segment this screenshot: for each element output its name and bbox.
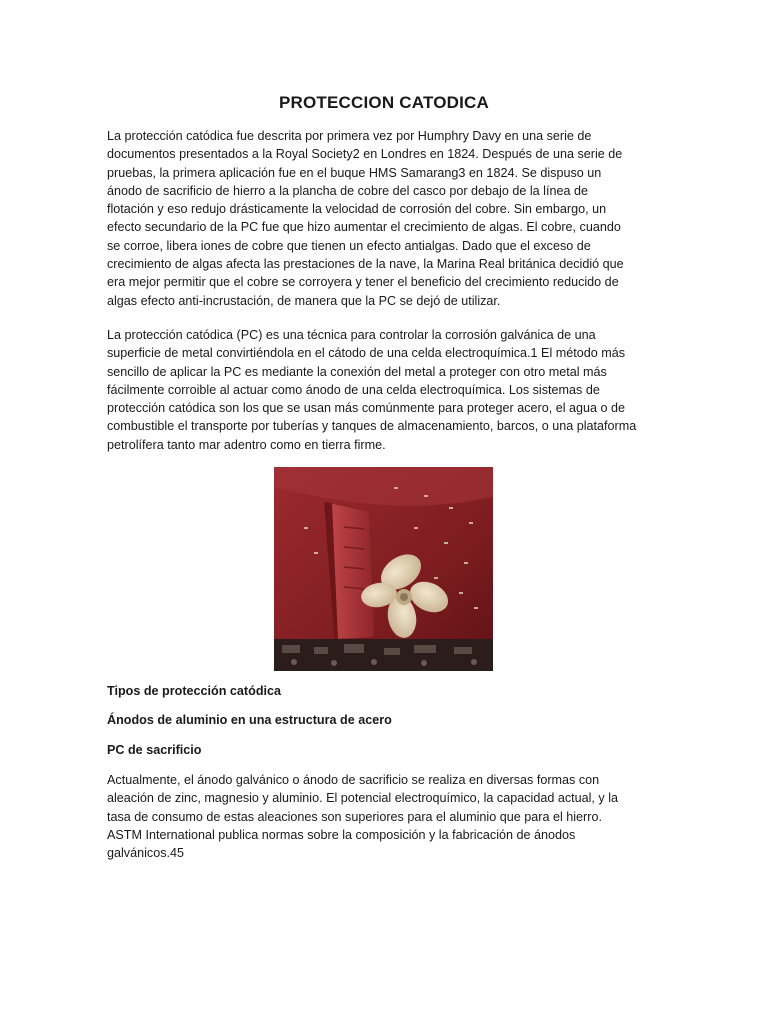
ship-propeller-photo bbox=[274, 467, 493, 671]
page-title: PROTECCION CATODICA bbox=[278, 93, 489, 112]
intro-paragraph: La protección catódica fue descrita por primera vez por Humphry Davy en una serie de documentos presentados a la Royal Society2 en Londres en 1824. Después de una serie de pruebas, la primera aplicación fue en el buque HMS Samarang3 en 1824. Se dispuso un ánodo de sacrificio de hierro a la plancha de cobre del casco por debajo de la línea de flotación y eso redujo drásticamente la velocidad de corrosión del cobre. Sin embargo, un efecto secundario de la PC fue que hizo aumentar el crecimiento de algas. El cobre, cuando se corroe, libera iones de cobre que tienen un efecto antialgas. Dado que el exceso de crecimiento de algas afecta las prestaciones de la nave, la Marina Real británica decidió que era mejor permitir que el cobre se corroyera y tener el beneficio del crecimiento reducido de algas efecto anti-incrustación, de manera que la PC se dejó de utilizar. bbox=[107, 129, 624, 308]
definition-paragraph: La protección catódica (PC) es una técnica para controlar la corrosión galvánica de una superficie de metal convirtiéndola en el cátodo de una celda electroquímica.1 El método más sencillo de aplicar la PC es mediante la conexión del metal a proteger con otro metal más fácilmente corroible al actuar como ánodo de una celda electroquímica. Los sistemas de protección catódica son los que se usan más comúnmente para proteger acero, el agua o de combustible el transporte por tuberías y tanques de almacenamiento, barcos, o una plataforma petrolífera tanto mar adentro como en tierra firme. bbox=[107, 328, 637, 452]
section-heading-sacrificial: PC de sacrificio bbox=[107, 743, 202, 757]
sacrificial-paragraph: Actualmente, el ánodo galvánico o ánodo de sacrificio se realiza en diversas formas con aleación de zinc, magnesio y aluminio. El potencial electroquímico, la capacidad actual, y la tasa de consumo de estas aleaciones son superiores para el aluminio que para el hierro. ASTM International publica normas sobre la composición y la fabricación de ánodos galvánicos.45 bbox=[107, 773, 619, 861]
section-heading-aluminum-anodes: Ánodos de aluminio en una estructura de acero bbox=[107, 713, 392, 727]
section-heading-types: Tipos de protección catódica bbox=[107, 684, 282, 698]
